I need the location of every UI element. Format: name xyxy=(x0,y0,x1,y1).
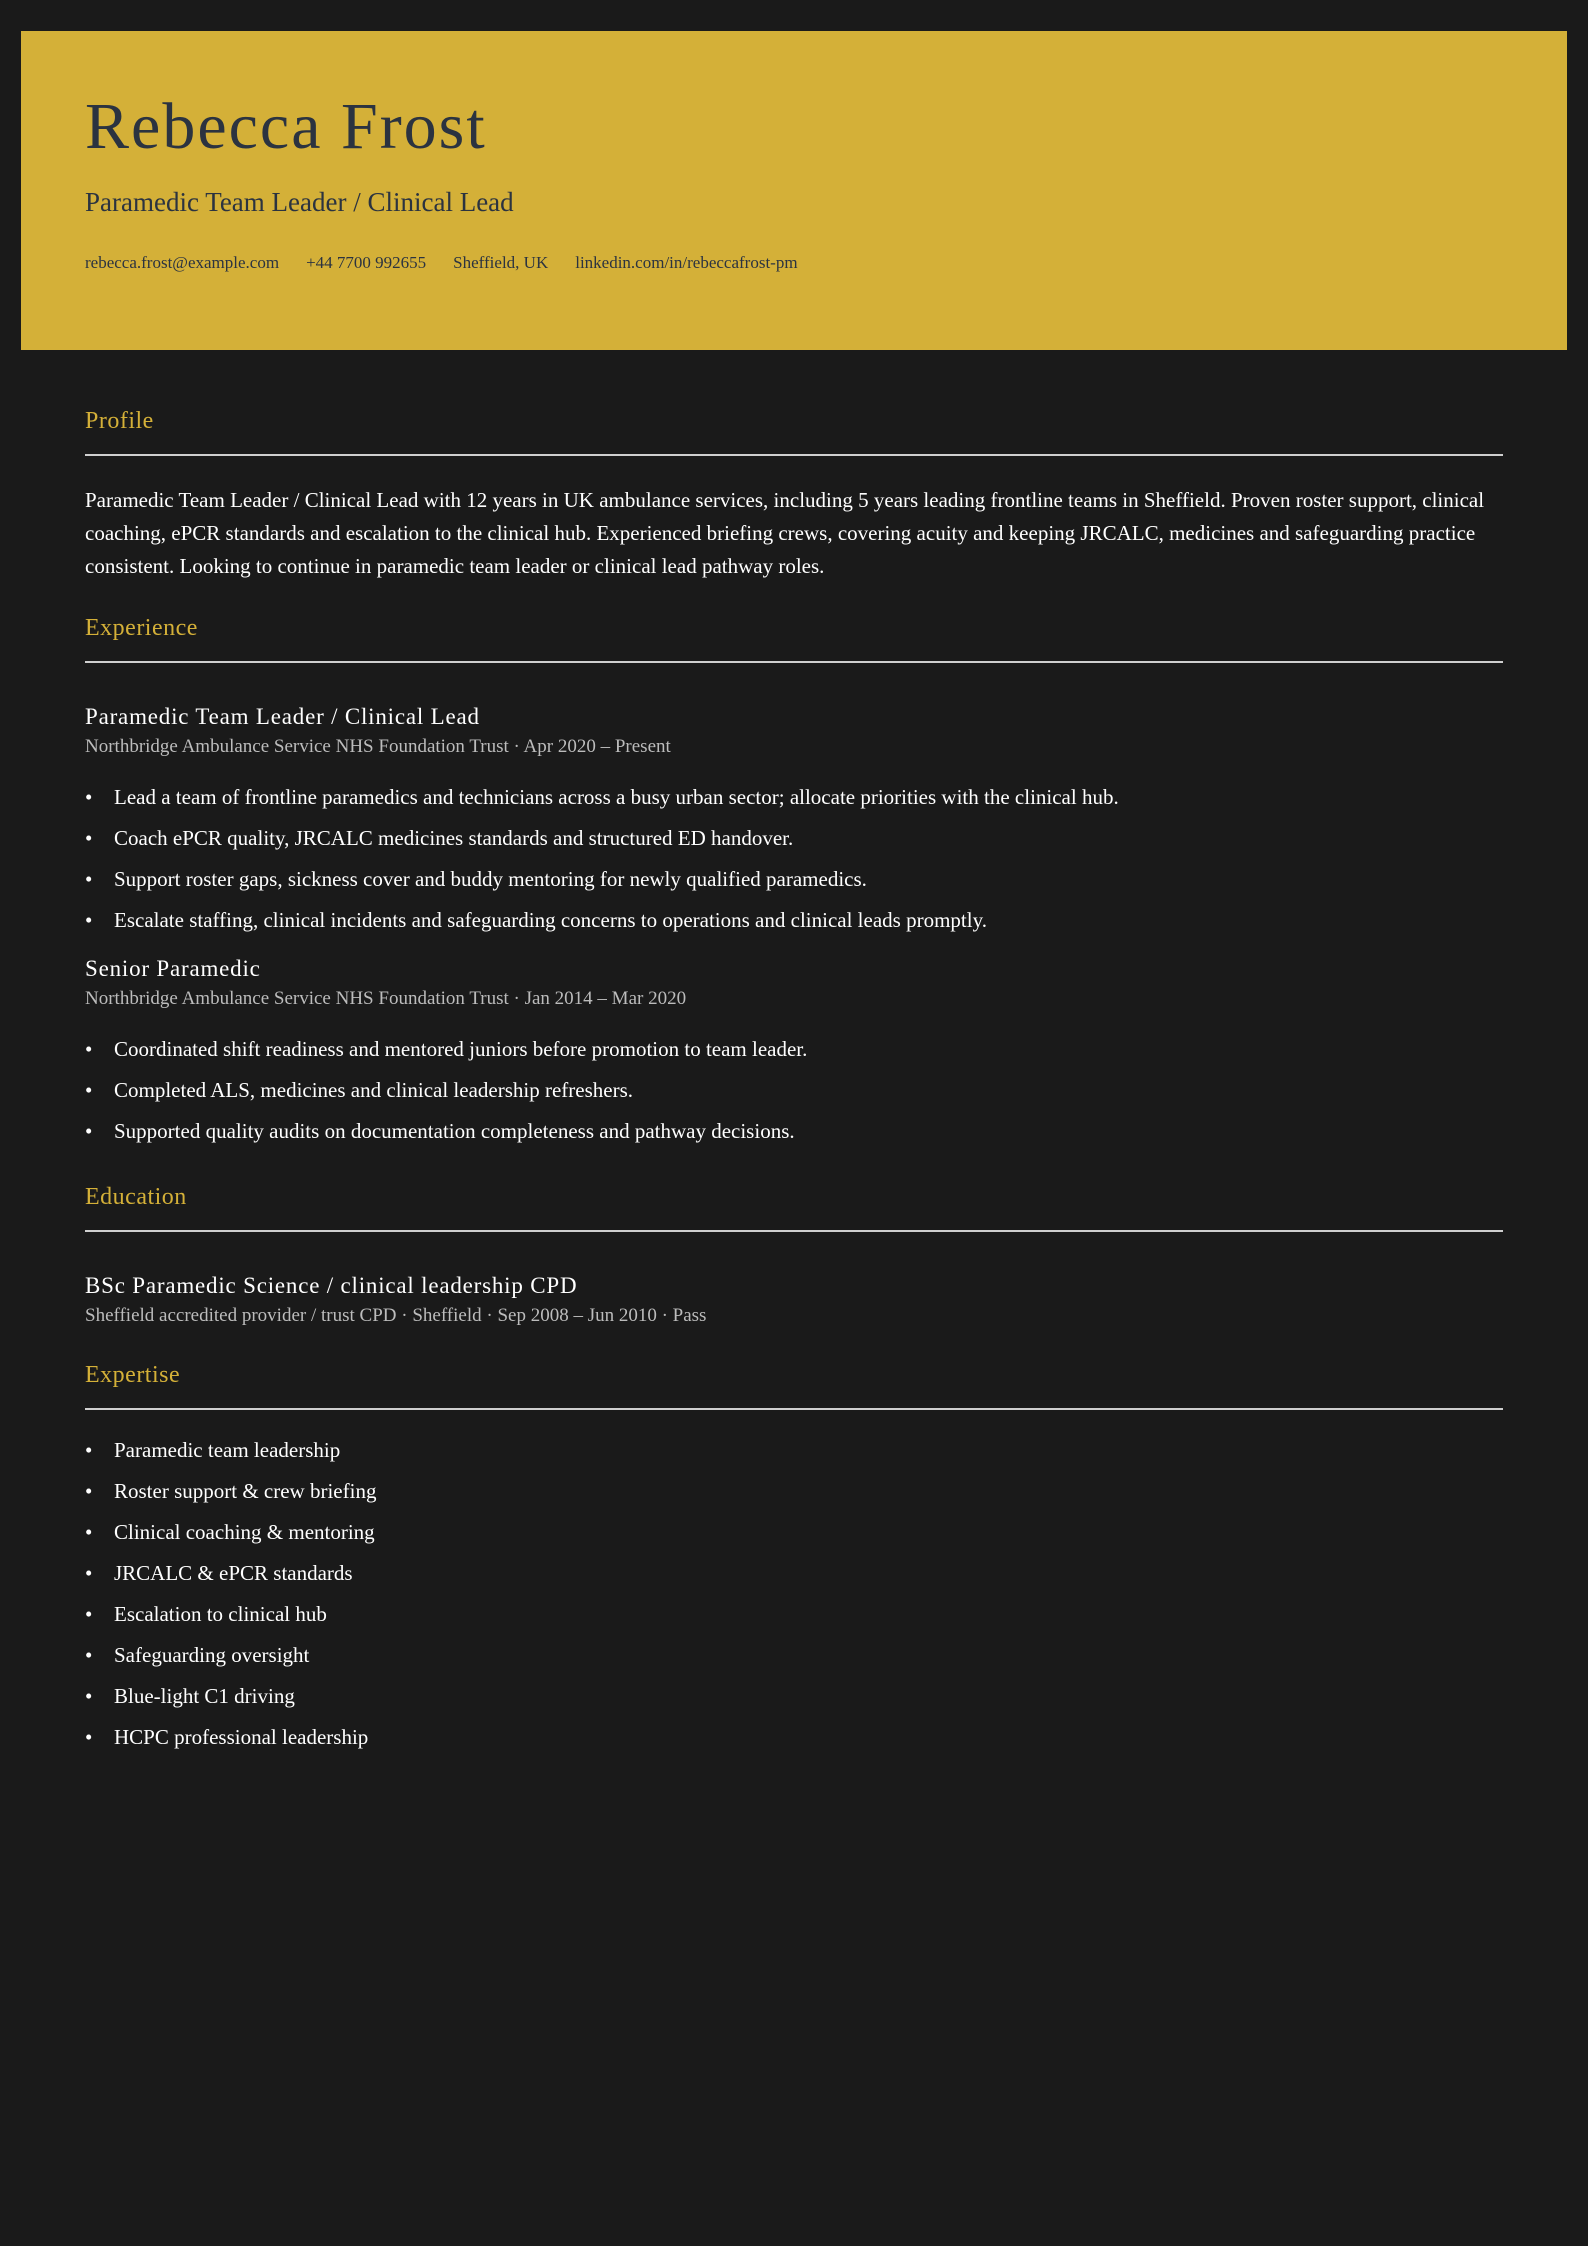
contact-email[interactable]: rebecca.frost@example.com xyxy=(85,253,280,272)
section-heading-experience: Experience xyxy=(85,615,198,641)
job-bullet: • Coordinated shift readiness and mentored juniors before promotion to team leader. xyxy=(85,1029,1503,1070)
expertise-section xyxy=(85,1358,1503,1758)
section-heading-education: Education xyxy=(85,1184,187,1210)
job-entry xyxy=(85,953,1503,1152)
degree-meta: Sheffield accredited provider / trust CPD · Sheffield · Sep 2008 – Jun 2010 · Pass xyxy=(85,1305,707,1326)
section-divider xyxy=(85,661,1503,663)
expertise-item: • HCPC professional leadership xyxy=(85,1717,1503,1758)
resume-body xyxy=(85,404,1503,1758)
profile-summary: Paramedic Team Leader / Clinical Lead with 12 years in UK ambulance services, including 5 years leading frontline teams in Sheffield. Proven roster support, clinical coaching, ePCR standards and escalation to the clinical hub. Experienced briefing crews, covering acuity and keeping JRCALC, medicines and safeguarding practice consistent. Looking to continue in paramedic team leader or clinical lead pathway roles. xyxy=(85,488,1485,578)
job-bullet: • Coach ePCR quality, JRCALC medicines standards and structured ED handover. xyxy=(85,818,1503,859)
expertise-item: • Blue-light C1 driving xyxy=(85,1676,1503,1717)
job-bullets xyxy=(85,1029,1503,1152)
contact-phone[interactable]: +44 7700 992655 xyxy=(306,253,427,272)
job-meta: Northbridge Ambulance Service NHS Foundation Trust · Apr 2020 – Present xyxy=(85,736,671,757)
section-divider xyxy=(85,1230,1503,1232)
job-meta: Northbridge Ambulance Service NHS Foundation Trust · Jan 2014 – Mar 2020 xyxy=(85,988,687,1009)
job-bullet: • Supported quality audits on documentation completeness and pathway decisions. xyxy=(85,1111,1503,1152)
expertise-item: • JRCALC & ePCR standards xyxy=(85,1553,1503,1594)
expertise-item: • Paramedic team leadership xyxy=(85,1430,1503,1471)
job-title: Senior Paramedic xyxy=(85,956,261,981)
candidate-name: Rebecca Frost xyxy=(85,90,487,163)
contact-location: Sheffield, UK xyxy=(453,253,549,272)
job-entry xyxy=(85,701,1503,941)
candidate-role: Paramedic Team Leader / Clinical Lead xyxy=(85,187,514,217)
job-bullet: • Completed ALS, medicines and clinical leadership refreshers. xyxy=(85,1070,1503,1111)
section-heading-profile: Profile xyxy=(85,408,154,434)
expertise-list xyxy=(85,1430,1503,1758)
section-divider xyxy=(85,454,1503,456)
profile-section xyxy=(85,404,1503,583)
section-divider xyxy=(85,1408,1503,1410)
resume-header xyxy=(21,31,1567,350)
contact-linkedin[interactable]: linkedin.com/in/rebeccafrost-pm xyxy=(575,253,798,272)
job-bullet: • Escalate staffing, clinical incidents and safeguarding concerns to operations and clinical leads promptly. xyxy=(85,900,1503,941)
degree-title: BSc Paramedic Science / clinical leadership CPD xyxy=(85,1273,578,1298)
contact-info xyxy=(85,253,798,273)
experience-section xyxy=(85,611,1503,1152)
expertise-item: • Escalation to clinical hub xyxy=(85,1594,1503,1635)
job-title: Paramedic Team Leader / Clinical Lead xyxy=(85,704,480,729)
section-heading-expertise: Expertise xyxy=(85,1362,181,1388)
job-bullet: • Support roster gaps, sickness cover and buddy mentoring for newly qualified paramedics. xyxy=(85,859,1503,900)
expertise-item: • Roster support & crew briefing xyxy=(85,1471,1503,1512)
expertise-item: • Safeguarding oversight xyxy=(85,1635,1503,1676)
education-section xyxy=(85,1180,1503,1330)
job-bullet: • Lead a team of frontline paramedics and technicians across a busy urban sector; allocate priorities with the clinical hub. xyxy=(85,777,1503,818)
expertise-item: • Clinical coaching & mentoring xyxy=(85,1512,1503,1553)
job-bullets xyxy=(85,777,1503,941)
